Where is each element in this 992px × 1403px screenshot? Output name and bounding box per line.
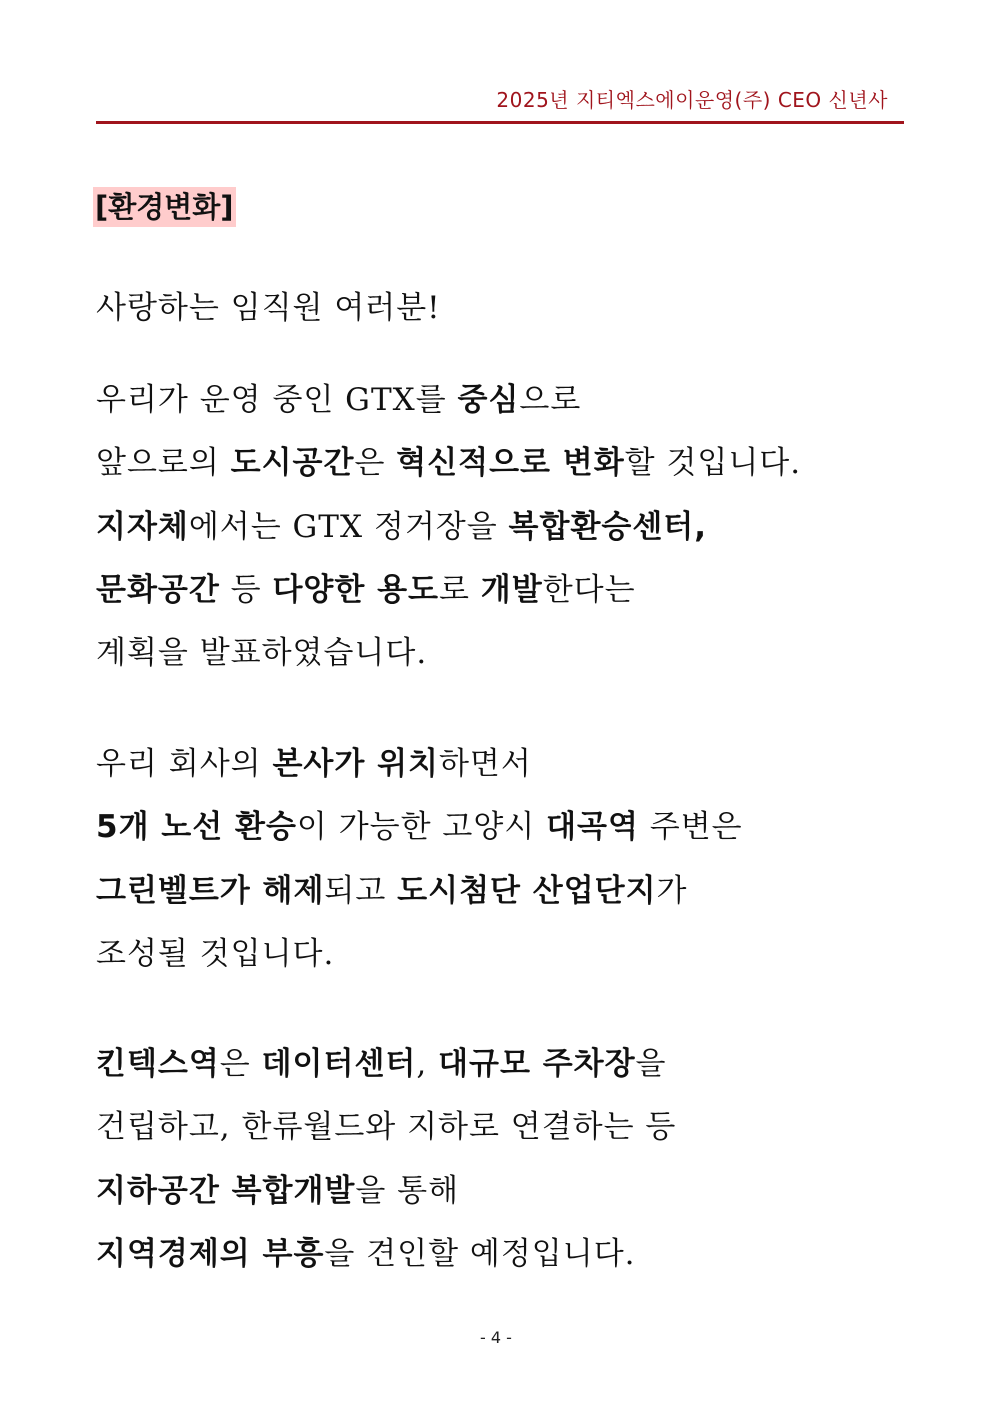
emphasis-text: 도시공간 — [230, 445, 355, 482]
text-run: 하면서 — [438, 746, 532, 782]
paragraph-3-line — [96, 1171, 459, 1211]
paragraph-1-line — [96, 380, 581, 420]
text-run: 이 가능한 고양시 — [296, 809, 547, 846]
paragraph-2-line — [96, 744, 532, 784]
emphasis-text: 그린벨트가 해제 — [96, 872, 325, 909]
text-run: 건립하고, 한류월드와 지하로 연결하는 등 — [96, 1109, 677, 1146]
emphasis-text: 지역경제의 부흥 — [96, 1235, 325, 1272]
paragraph-1-line — [96, 507, 707, 547]
emphasis-text: 복합환승센터, — [508, 508, 707, 545]
page-number: - 4 - — [480, 1328, 512, 1347]
emphasis-text: 5개 노선 환승 — [96, 809, 297, 846]
emphasis-text: 혁신적으로 변화 — [396, 445, 625, 482]
paragraph-3-line — [96, 1044, 666, 1084]
text-run: , — [416, 1046, 439, 1082]
text-run: 되고 — [324, 872, 398, 909]
text-run: 계획을 발표하였습니다. — [96, 635, 428, 672]
text-run: 으로 — [519, 382, 582, 418]
text-run: 조성될 것입니다. — [96, 935, 335, 972]
text-run: 우리 회사의 — [96, 746, 273, 782]
text-run: 은 — [219, 1046, 262, 1082]
paragraph-3-line — [96, 1107, 676, 1147]
emphasis-text: 지자체 — [96, 508, 189, 545]
paragraph-1-line — [96, 570, 636, 610]
emphasis-text: 본사가 위치 — [272, 746, 439, 782]
emphasis-text: 대곡역 — [546, 809, 639, 846]
paragraph-2-line — [96, 871, 688, 911]
emphasis-text: 개발 — [480, 571, 543, 608]
emphasis-text: 문화공간 — [96, 571, 220, 608]
text-run: 앞으로의 — [96, 445, 231, 482]
paragraph-1-line — [96, 633, 427, 673]
text-run: 을 통해 — [355, 1172, 460, 1209]
text-run: 주변은 — [638, 809, 743, 846]
paragraph-3-line — [96, 1234, 636, 1274]
emphasis-text: 다양한 용도 — [272, 571, 439, 608]
paragraph-2-line — [96, 807, 743, 847]
paragraph-2-line — [96, 934, 334, 974]
emphasis-text: 중심 — [457, 382, 520, 418]
emphasis-text: 데이터센터 — [261, 1046, 417, 1082]
text-run: 등 — [219, 571, 273, 608]
text-run: 은 — [354, 445, 397, 482]
emphasis-text: 지하공간 복합개발 — [96, 1172, 356, 1209]
header-divider — [96, 121, 904, 124]
text-run: 로 — [438, 571, 481, 608]
emphasis-text: 도시첨단 산업단지 — [397, 872, 657, 909]
text-run: 할 것입니다. — [624, 445, 802, 482]
text-run: 가 — [656, 872, 688, 909]
text-run: 에서는 GTX 정거장을 — [188, 508, 509, 545]
text-run: 을 — [635, 1046, 667, 1082]
section-title: [환경변화] — [93, 187, 236, 227]
text-run: 을 견인할 예정입니다. — [324, 1235, 636, 1272]
emphasis-text: 킨텍스역 — [96, 1046, 220, 1082]
text-run: 우리가 운영 중인 GTX를 — [96, 382, 458, 418]
text-run: 한다는 — [542, 571, 636, 608]
header-title: 2025년 지티엑스에이운영(주) CEO 신년사 — [496, 88, 888, 112]
emphasis-text: 대규모 주차장 — [438, 1046, 636, 1082]
greeting: 사랑하는 임직원 여러분! — [96, 290, 441, 326]
paragraph-1-line — [96, 443, 801, 483]
